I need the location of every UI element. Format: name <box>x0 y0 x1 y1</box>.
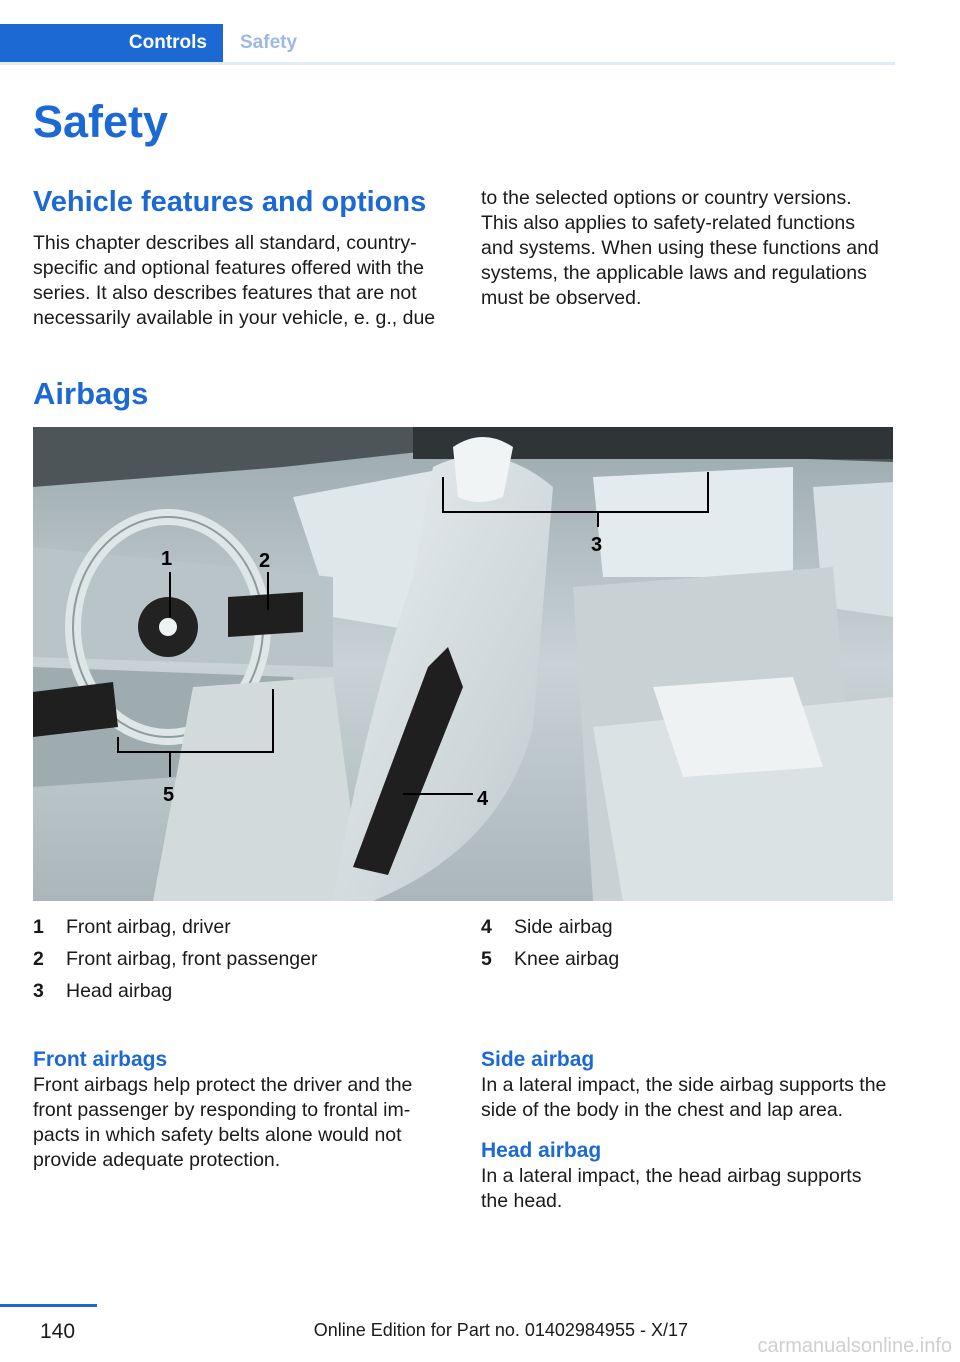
legend-number: 4 <box>481 916 492 938</box>
head-airbag-text: In a lateral impact, the head airbag supports the head. <box>481 1165 862 1212</box>
airbags-heading: Airbags <box>33 376 149 411</box>
header-tabs <box>0 24 895 65</box>
legend-number: 5 <box>481 948 492 970</box>
legend-label: Front airbag, driver <box>66 916 231 938</box>
side-airbag-text: In a lateral impact, the side airbag supports the side of the body in the chest and lap area. <box>481 1074 887 1121</box>
legend-item <box>481 943 891 975</box>
vehicle-features-left <box>33 184 445 331</box>
legend-left <box>33 911 453 1007</box>
callout-2: 2 <box>259 550 271 572</box>
legend-item <box>33 943 453 975</box>
tab-controls[interactable]: Controls <box>0 24 223 62</box>
legend-label: Front airbag, front passenger <box>66 948 318 970</box>
callout-1: 1 <box>161 548 173 570</box>
front-airbags-heading: Front airbags <box>33 1048 168 1071</box>
legend-label: Side airbag <box>514 916 613 938</box>
edition-note: Online Edition for Part no. 01402984955 - X/17 <box>313 1320 688 1340</box>
vehicle-features-text-right: to the selected options or country versions. This also applies to safety-related functions and systems. When using these functions and systems, the applicable laws and regulations must be observed. <box>481 187 879 309</box>
page-title: Safety <box>33 96 169 147</box>
side-airbag-heading: Side airbag <box>481 1048 595 1071</box>
watermark: carmanualsonline.info <box>757 1335 952 1357</box>
callout-4: 4 <box>477 788 489 810</box>
vehicle-features-right <box>481 186 891 311</box>
page-number: 140 <box>40 1320 76 1343</box>
airbags-illustration <box>33 427 893 901</box>
vehicle-interior-image <box>33 427 893 901</box>
legend-label: Knee airbag <box>514 948 620 970</box>
vehicle-features-text-left: This chapter describes all standard, country-specific and optional features offered with the series. It also describes features that are not necessarily available in your vehicle, e. g., due <box>33 232 436 329</box>
legend-label: Head airbag <box>66 980 173 1002</box>
front-airbags-text: Front airbags help protect the driver and the front passenger by responding to frontal impacts in which safety belts alone would not provide adequate protection. <box>33 1074 413 1171</box>
legend-item <box>33 911 453 943</box>
tab-safety[interactable]: Safety <box>240 32 298 53</box>
legend-number: 2 <box>33 948 44 970</box>
side-airbag-section <box>481 1046 893 1214</box>
legend-item <box>33 975 453 1007</box>
head-airbag-heading: Head airbag <box>481 1139 602 1162</box>
legend-right <box>481 911 891 975</box>
legend-number: 1 <box>33 916 44 938</box>
front-airbags-section <box>33 1046 443 1173</box>
callout-3: 3 <box>591 534 603 556</box>
footer-rule <box>0 1304 97 1307</box>
vehicle-features-heading: Vehicle features and options <box>33 186 427 218</box>
legend-number: 3 <box>33 980 44 1002</box>
legend-item <box>481 911 891 943</box>
callout-5: 5 <box>163 784 175 806</box>
